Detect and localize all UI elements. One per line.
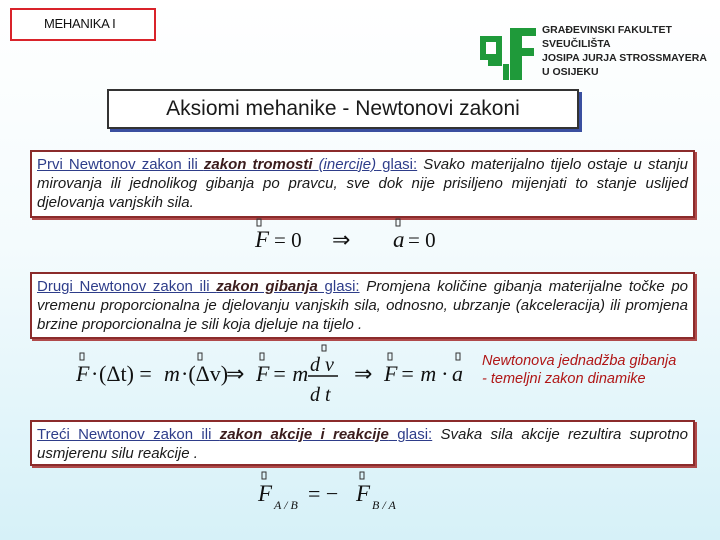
second-law-lead: [37, 278, 360, 295]
third-law-lead: [37, 426, 432, 443]
dot-operator: ·: [91, 361, 99, 386]
force-symbol: F: [384, 361, 398, 386]
acceleration-symbol: a: [452, 361, 463, 386]
equation-second-law: [70, 343, 470, 407]
numerator-dv: d v: [310, 354, 334, 376]
second-law-text: Promjena količine gibanja materijalne točke po vremenu proporcionalna je djelovanju vanjskih sila, odnosno, ubrzanje (akceleracija) ili promjena brzine proporcionalna je sili koja djeluje na tijelo .: [37, 278, 689, 333]
law-name: zakon gibanja: [216, 278, 318, 295]
force-symbol: F: [255, 227, 270, 252]
first-law-box: [30, 150, 695, 218]
newton-equation-note: Newtonova jednadžba gibanja - temeljni zakon dinamike: [482, 353, 677, 387]
faculty-name: [542, 23, 717, 79]
faculty-line: JOSIPA JURJA STROSSMAYERA: [542, 52, 707, 64]
force-symbol: F: [76, 361, 90, 386]
force-symbol: F: [258, 481, 273, 506]
lead-suffix: glasi:: [388, 426, 433, 443]
third-law-text: Svaka sila akcije rezultira suprotno usmjerenu silu reakcije .: [37, 426, 688, 462]
implies-arrow: ⇒: [332, 227, 351, 252]
acceleration-symbol: a: [393, 227, 405, 252]
law-alias: (inercije): [312, 156, 377, 173]
law-name: zakon akcije i reakcije: [219, 426, 389, 443]
implies-arrow: ⇒: [226, 361, 245, 386]
delta-t: (Δt) =: [99, 361, 152, 386]
equation-third-law: [250, 469, 420, 513]
faculty-line: U OSIJEKU: [542, 66, 599, 78]
first-law-text: Svako materijalno tijelo ostaje u stanju mirovanja ili jednolikog gibanja po pravcu, sve dok nije prisiljeno mijenjati to stanje uslijed djelovanja vanjskih sila.: [37, 156, 688, 211]
force-symbol: F: [356, 481, 371, 506]
course-tag: [10, 8, 156, 41]
equals-m: = m: [272, 361, 309, 386]
equals-zero: = 0: [274, 228, 302, 252]
faculty-line: GRAĐEVINSKI FAKULTET: [542, 24, 672, 36]
subscript-ab: A / B: [274, 498, 298, 512]
lead-text: Treći Newtonov zakon ili: [37, 426, 220, 443]
denominator-dt: d t: [310, 384, 331, 406]
lead-suffix: glasi:: [376, 156, 418, 173]
mass-symbol: m: [164, 361, 180, 386]
course-name: MEHANIKA I: [44, 16, 116, 31]
implies-arrow: ⇒: [354, 361, 373, 386]
subscript-ba: B / A: [372, 498, 396, 512]
first-law-lead: [37, 156, 417, 173]
gf-logo-icon: [480, 28, 538, 80]
lead-text: Drugi Newtonov zakon ili: [37, 278, 217, 295]
equals-m-dot: = m ·: [400, 361, 448, 386]
law-name: zakon tromosti: [203, 156, 313, 173]
force-symbol: F: [256, 361, 270, 386]
second-law-box: [30, 272, 695, 339]
equation-first-law: [250, 217, 450, 255]
third-law-box: [30, 420, 695, 466]
delta-v: ·(Δv): [181, 361, 229, 386]
equals-minus: = −: [308, 481, 339, 506]
slide-title-box: [107, 89, 579, 129]
faculty-line: SVEUČILIŠTA: [542, 38, 611, 50]
lead-suffix: glasi:: [317, 278, 360, 295]
slide-title: Aksiomi mehanike - Newtonovi zakoni: [166, 97, 520, 120]
equals-zero: = 0: [408, 228, 436, 252]
lead-text: Prvi Newtonov zakon ili: [37, 156, 204, 173]
